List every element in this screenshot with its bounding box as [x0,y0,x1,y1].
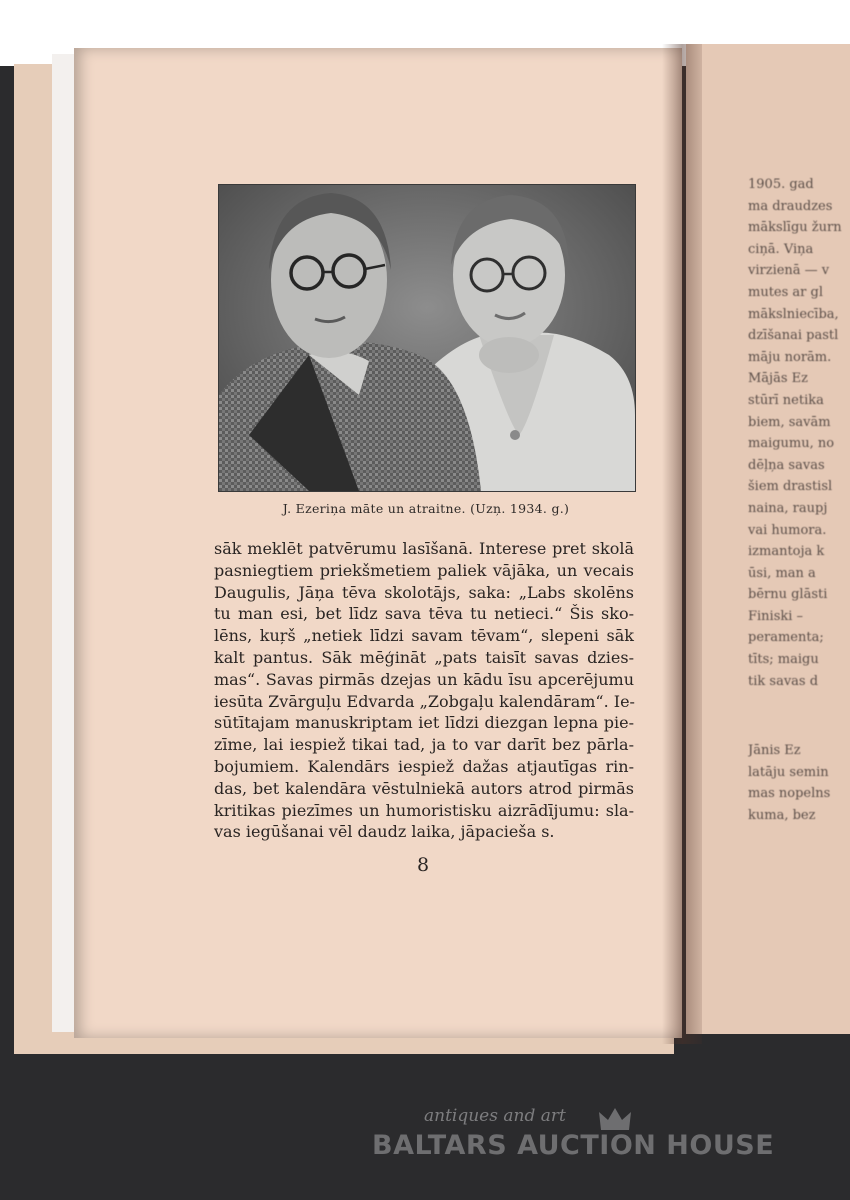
text-line: tu man esi, bet līdz sava tēva tu netieci.“ Šis sko- [214,604,634,624]
text-line: kuma, bez [748,808,816,824]
text-line: lēns, kuŗš „netiek līdzi savam tēvam“, slepeni sāk [214,626,634,646]
text-line: pasniegtiem priekšmetiem paliek vājāka, un vecais [214,560,634,580]
text-line: ūsi, man a [748,565,816,581]
watermark-tagline: antiques and art [424,1106,566,1126]
text-line: 1905. gad [748,177,814,192]
text-line: sāk meklēt patvērumu lasīšanā. Interese pret skolā [214,539,634,558]
text-line: bojumiem. Kalendārs iespiež dažas atjautīgas rin- [214,756,634,776]
text-line: mas“. Savas pirmās dzejas un kādu īsu apcerējumu [214,669,634,689]
text-line: māju norām. [748,349,832,365]
text-line: dēļņa savas [748,457,825,473]
text-line: izmantoja k [748,544,825,560]
text-line: stūrī netika [748,392,824,408]
photo-caption: J. Ezeriņa māte un atraitne. (Uzņ. 1934. g.) [282,501,570,516]
text-line: peramenta; [748,630,824,646]
text-line: vas iegūšanai vēl daudz laika, jāpacieša s. [214,822,555,842]
text-line: iesūta Zvārguļu Edvarda „Zobgaļu kalendāram“. Ie- [214,691,635,711]
text-line: kalt pantus. Sāk mēģināt „pats taisīt savas dzies- [214,647,634,667]
text-line: biem, savām [748,414,831,430]
text-line: ma draudzes [748,198,833,214]
watermark-name: BALTARS AUCTION HOUSE [372,1130,775,1161]
text-line: vai humora. [748,522,827,538]
text-line: maigumu, no [748,436,835,452]
paragraph-gap [748,692,850,740]
page-number: 8 [416,854,430,876]
body-paragraph [214,538,634,843]
text-line: das, bet kalendāra vēstulniekā autors atrod pirmās [214,778,634,798]
book-gutter [662,44,702,1044]
text-line: Finiski – [748,608,804,624]
text-line: dzīšanai pastl [748,328,839,344]
text-line: mutes ar gl [748,284,823,300]
text-line: Mājās Ez [748,371,808,387]
text-line: Jānis Ez [748,743,801,759]
text-line: ciņā. Viņa [748,241,814,257]
page-edge [52,54,74,1032]
text-line: šiem drastisl [748,479,833,495]
crown-icon [598,1106,632,1132]
text-line: Daugulis, Jāņa tēva skolotājs, saka: „Labs skolēns [214,582,634,602]
text-line: latāju semin [748,764,829,780]
portrait-photo [218,184,636,492]
text-line: sūtītajam manuskriptam iet līdzi diezgan lepna pie- [214,713,634,733]
auction-house-watermark [372,1106,775,1172]
text-line: kritikas piezīmes un humoristisku aizrādījumu: sla- [214,800,634,820]
text-line: mākslīgu žurn [748,220,842,236]
text-line: mas nopelns [748,786,831,802]
text-line: virzienā — v [748,263,830,279]
text-line: bērnu glāsti [748,587,828,603]
right-page-text [748,174,850,827]
text-line: zīme, lai iespiež tikai tad, ja to var darīt bez pārla- [214,735,634,755]
text-line: tik savas d [748,673,819,689]
text-line: tīts; maigu [748,652,819,668]
text-line: naina, raupj [748,500,828,516]
text-line: mākslniecība, [748,306,839,322]
